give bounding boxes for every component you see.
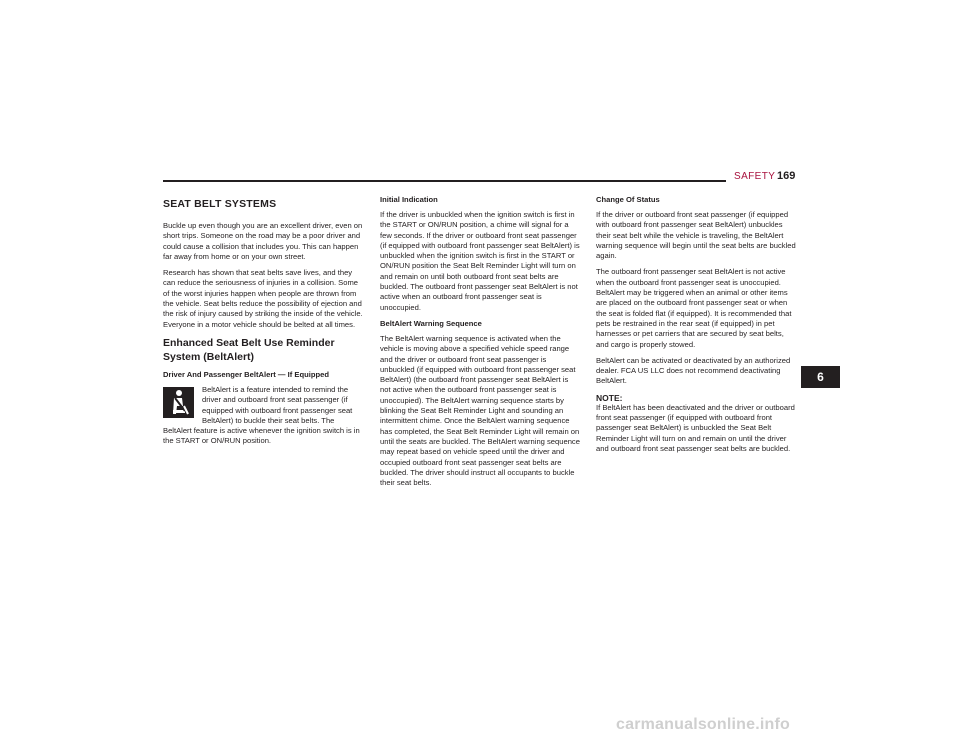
subheading: Change Of Status bbox=[596, 195, 660, 204]
subsection-title: Enhanced Seat Belt Use Reminder System (BeltAlert) bbox=[163, 336, 335, 363]
paragraph: If the driver or outboard front seat passenger (if equipped with outboard front passenger seat BeltAlert) unbuckles their seat belt while the vehicle is traveling, the BeltAlert warning sequence will begin until the seat belts are buckled again. bbox=[596, 210, 796, 261]
subheading: BeltAlert Warning Sequence bbox=[380, 318, 482, 328]
running-header-section: SAFETY bbox=[734, 171, 776, 182]
note-label: NOTE: bbox=[596, 392, 623, 403]
paragraph: BeltAlert is a feature intended to remind the driver and outboard front seat passenger (if equipped with outboard front passenger seat BeltAlert) to buckle their seat belts. The BeltAlert feature is active whenever the ignition switch is in the START or ON/RUN position. bbox=[163, 384, 360, 446]
paragraph: BeltAlert can be activated or deactivated by an authorized dealer. FCA US LLC does not recommend deactivating BeltAlert. bbox=[596, 355, 791, 386]
paragraph: Research has shown that seat belts save lives, and they can reduce the seriousness of injuries in a collision. Some of the worst injuries happen when people are thrown from the vehicle. Seat belts reduce the possibility of ejection and the risk of injury caused by striking the inside of the vehicle. Everyone in a motor vehicle should be belted at all times. bbox=[163, 268, 363, 329]
subheading: Initial Indication bbox=[380, 195, 438, 204]
note-text: If BeltAlert has been deactivated and the driver or outboard front seat passenger (if equipped with outboard front passenger seat BeltAlert) is unbuckled the Seat Belt Reminder Light will turn on and remain on until the driver and outboard front seat passenger seat belts are buckled. bbox=[596, 402, 795, 453]
paragraph: Buckle up even though you are an excellent driver, even on short trips. Someone on the road may be a poor driver and could cause a collision that includes you. This can happen far away from home or on your own street. bbox=[163, 221, 363, 261]
watermark-text: carmanualsonline.info bbox=[616, 716, 791, 733]
seatbelt-icon bbox=[163, 387, 194, 418]
page-number: 169 bbox=[777, 170, 796, 182]
paragraph: If the driver is unbuckled when the ignition switch is first in the START or ON/RUN position, a chime will signal for a few seconds. If the driver or outboard front seat passenger (if equipped with outboard front passenger seat BeltAlert) is unbuckled when the ignition switch is first in the START or ON/RUN position the Seat Belt Reminder Light will turn on and remain on until both outboard front seat belts are buckled. The outboard front passenger seat BeltAlert is not active when an outboard front passenger seat is unoccupied. bbox=[380, 210, 580, 312]
paragraph: The BeltAlert warning sequence is activated when the vehicle is moving above a specified vehicle speed range and the driver or outboard front seat passenger is unbuckled (if equipped with outboard front passenger seat BeltAlert) (the outboard front passenger seat BeltAlert is not active when the outboard front passenger seat is unoccupied). The BeltAlert warning sequence starts by blinking the Seat Belt Reminder Light and sounding an intermittent chime. Once the BeltAlert warning sequence has completed, the Seat Belt Reminder Light will remain on until the seats are buckled. The BeltAlert warning sequence may repeat based on vehicle speed until the driver and occupied outboard front seat passenger seat belts are buckled. The driver should instruct all occupants to buckle their seat belts. bbox=[380, 333, 580, 488]
header-rule bbox=[163, 180, 726, 182]
section-title: SEAT BELT SYSTEMS bbox=[163, 198, 277, 210]
paragraph: The outboard front passenger seat BeltAlert is not active when the outboard front passenger seat is unoccupied. BeltAlert may be triggered when an animal or other items are placed on the outboard front passenger seat or when the seat is folded flat (if equipped). It is recommended that pets be restrained in the rear seat (if equipped) in pet harnesses or pet carriers that are secured by seat belts, and cargo is properly stowed. bbox=[596, 267, 792, 349]
seatbelt-icon-wrapper bbox=[163, 387, 194, 418]
chapter-tab: 6 bbox=[801, 366, 840, 388]
subheading: Driver And Passenger BeltAlert — If Equipped bbox=[163, 369, 329, 379]
column-1 bbox=[163, 195, 363, 453]
column-3 bbox=[596, 195, 796, 460]
column-2 bbox=[380, 195, 580, 494]
